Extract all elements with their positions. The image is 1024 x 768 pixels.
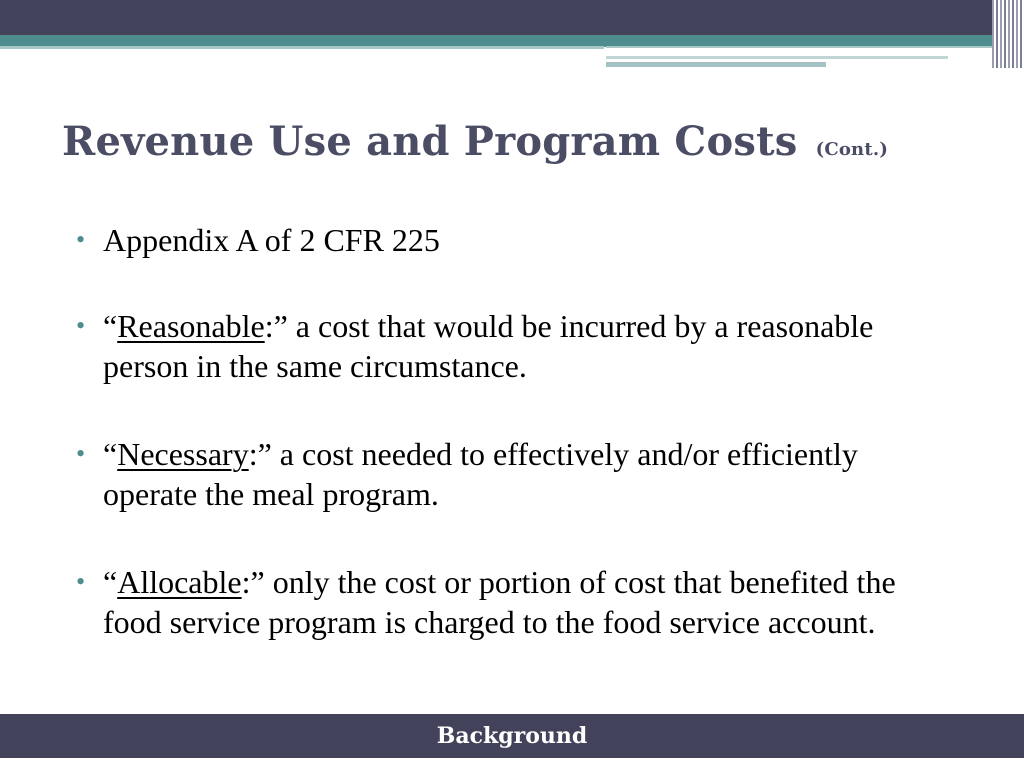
bullet-definition: :” a cost that would be incurred by a reasonable person in the same circumstance. — [103, 308, 874, 384]
slide-title — [62, 118, 888, 165]
footer-label: Background — [436, 723, 588, 749]
accent-step-line — [606, 56, 948, 59]
footer-bar — [0, 714, 1024, 758]
bullet-item — [76, 434, 956, 514]
bullet-icon: • — [76, 439, 86, 468]
teal-accent-line — [0, 46, 604, 49]
open-quote: “ — [103, 564, 118, 600]
bullet-item — [76, 306, 956, 386]
decorative-stripes — [992, 0, 1024, 68]
bullet-icon: • — [76, 311, 86, 340]
open-quote: “ — [103, 436, 118, 472]
defined-term: Reasonable — [117, 308, 265, 344]
accent-step-line — [606, 62, 826, 67]
bullet-icon: • — [76, 225, 86, 254]
slide-title-text: Revenue Use and Program Costs — [62, 118, 798, 165]
bullet-list — [76, 220, 956, 690]
defined-term: Allocable — [117, 564, 242, 600]
top-banner — [0, 0, 1024, 36]
accent-step-line — [606, 46, 1000, 55]
bullet-definition: :” only the cost or portion of cost that benefited the food service program is charged to the food service account. — [103, 564, 896, 640]
bullet-text: Appendix A of 2 CFR 225 — [103, 222, 440, 258]
bullet-definition: :” a cost needed to effectively and/or efficiently operate the meal program. — [103, 436, 858, 512]
slide-title-suffix: (Cont.) — [815, 139, 889, 160]
bullet-item — [76, 562, 956, 642]
bullet-icon: • — [76, 567, 86, 596]
defined-term: Necessary — [117, 436, 249, 472]
open-quote: “ — [103, 308, 118, 344]
bullet-item — [76, 220, 956, 260]
